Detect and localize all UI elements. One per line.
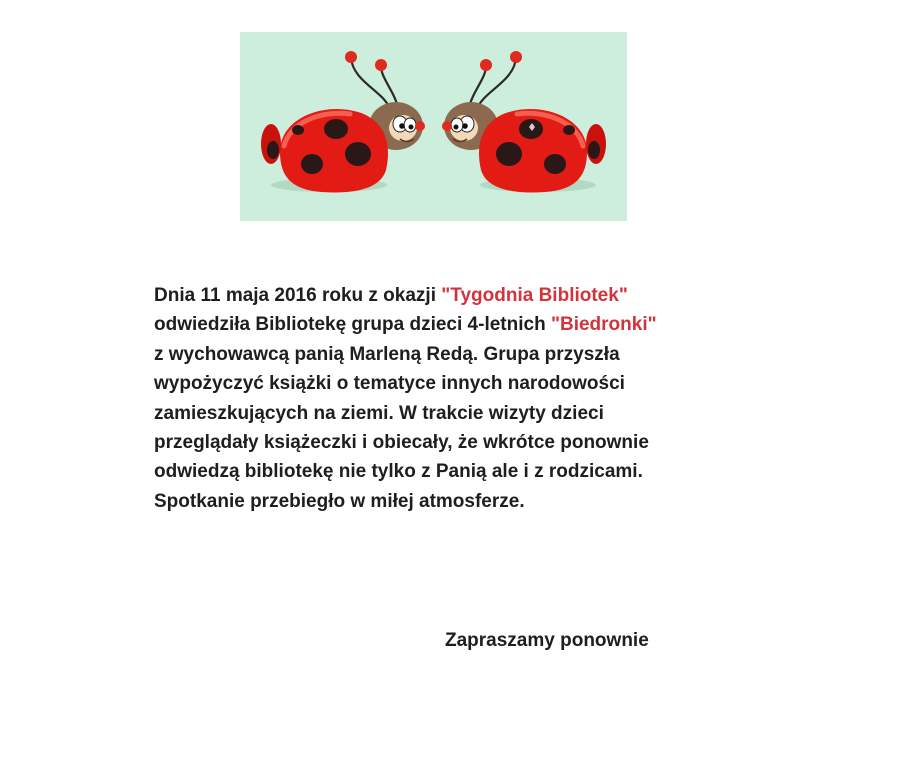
- closing-invitation: Zapraszamy ponownie: [445, 630, 649, 651]
- article-line-7: odwiedzą bibliotekę nie tylko z Panią ale i z rodzicami.: [154, 461, 643, 483]
- ladybugs-illustration: [240, 32, 627, 221]
- article-line-6: przeglądały książeczki i obiecały, że wkrótce ponownie: [154, 432, 649, 454]
- article-line-1: [154, 281, 754, 310]
- article-line-1-text: Dnia 11 maja 2016 roku z okazji: [154, 285, 442, 306]
- article-line-4: wypożyczyć książki o tematyce innych narodowości: [154, 373, 625, 395]
- event-name-highlight: "Tygodnia Bibliotek": [441, 285, 628, 306]
- article-text: [154, 281, 754, 516]
- article-line-2: [154, 310, 754, 339]
- article-line-8: Spotkanie przebiegło w miłej atmosferze.: [154, 490, 525, 512]
- article-line-5: zamieszkujących na ziemi. W trakcie wizyty dzieci: [154, 402, 604, 424]
- group-name-highlight: "Biedronki": [550, 314, 657, 336]
- article-line-3: z wychowawcą panią Marleną Redą. Grupa przyszła: [154, 343, 620, 365]
- right-ladybug: [442, 51, 606, 192]
- left-ladybug: [261, 51, 425, 192]
- article-line-2-text: odwiedziła Bibliotekę grupa dzieci 4-letnich: [154, 314, 551, 336]
- ladybugs-icon: [240, 32, 627, 221]
